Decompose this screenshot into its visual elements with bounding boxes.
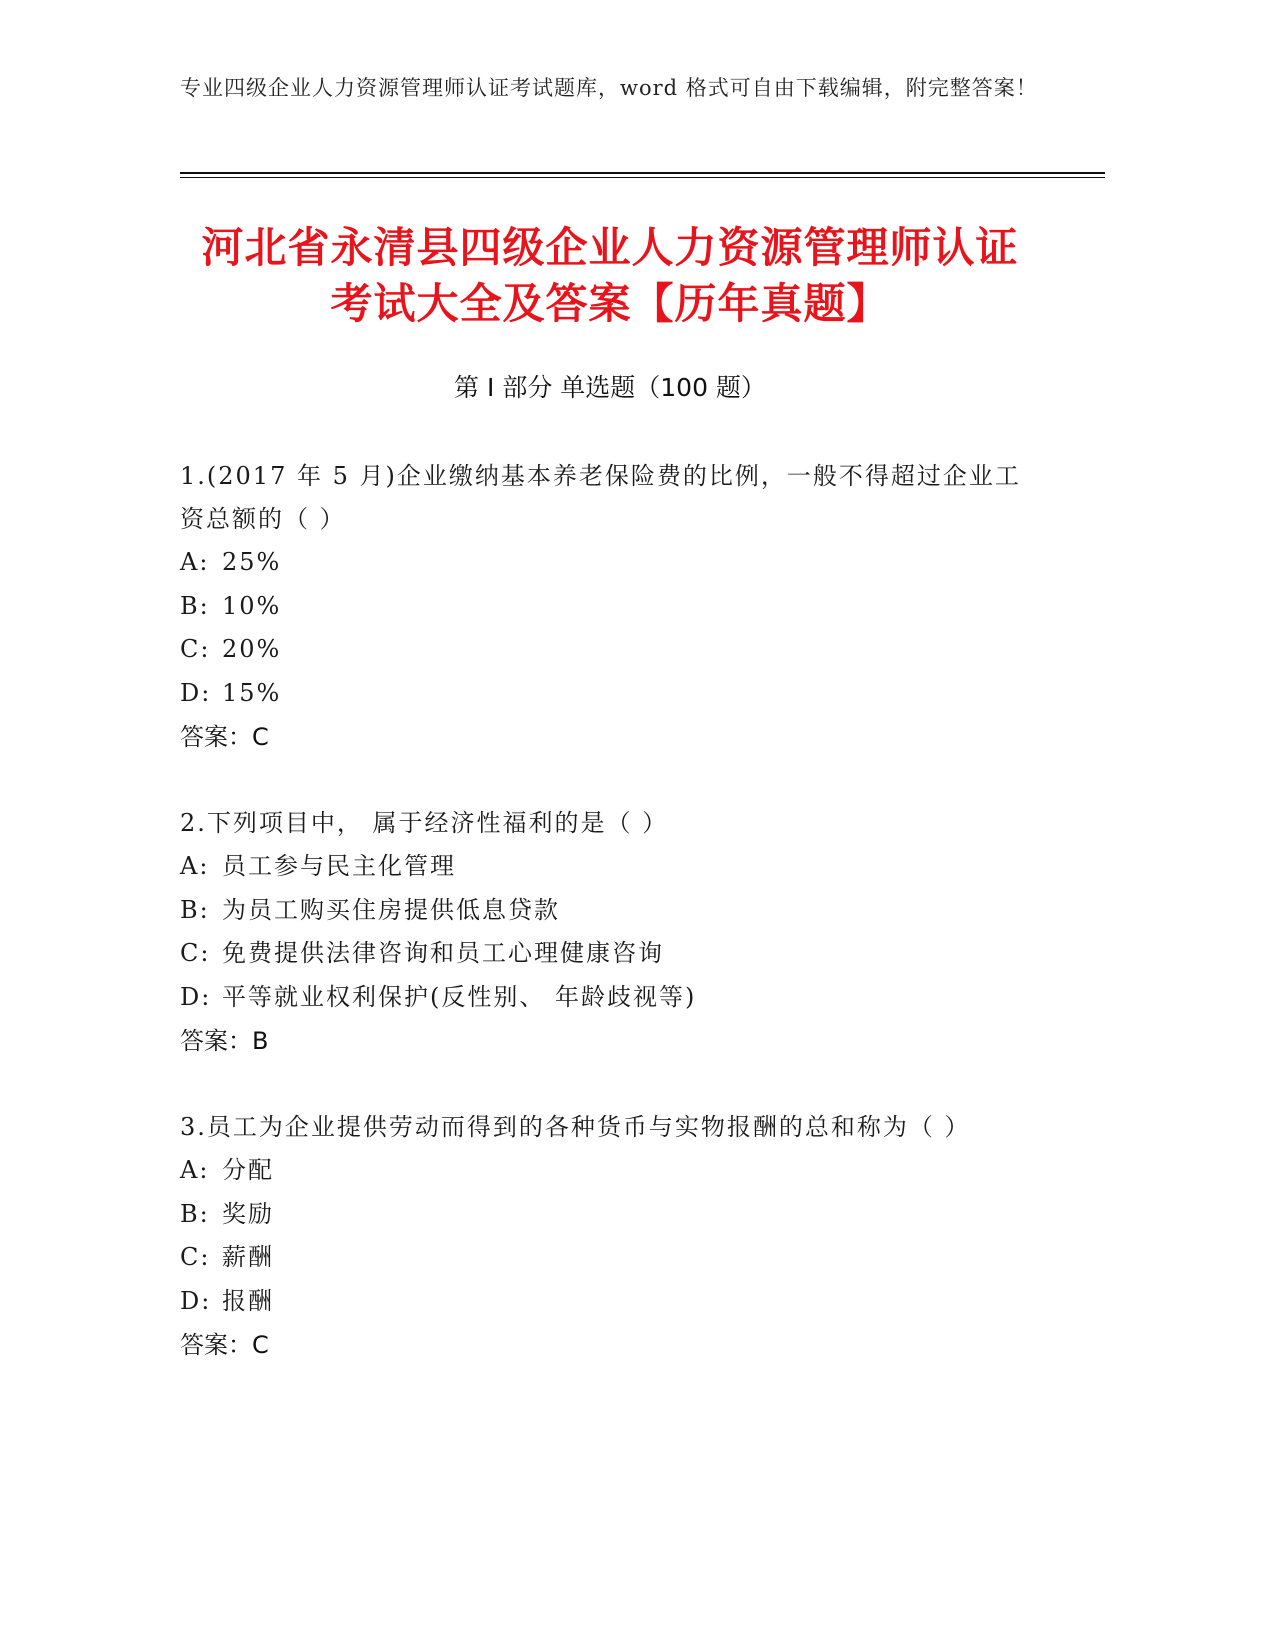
option-a (180, 1149, 1040, 1193)
option-b (180, 889, 1040, 933)
question-stem: 3.员工为企业提供劳动而得到的各种货币与实物报酬的总和称为（ ） (180, 1113, 971, 1141)
document-title-line-1: 河北省永清县四级企业人力资源管理师认证 (201, 223, 1019, 272)
option-text: 薪酬 (222, 1243, 274, 1271)
option-key: B: (180, 1199, 210, 1228)
option-text: 10% (222, 591, 282, 620)
answer-line: 答案：C (180, 723, 269, 751)
question-list (180, 455, 1040, 1410)
option-key: A: (180, 548, 210, 576)
document-title (130, 220, 1090, 332)
option-key: C: (180, 939, 211, 967)
option-c (180, 1236, 1040, 1280)
header-divider-thin (180, 177, 1105, 178)
answer-line: 答案：C (180, 1331, 269, 1359)
option-key: C: (180, 635, 211, 663)
option-d (180, 1280, 1040, 1324)
option-text: 平等就业权利保护(反性别、 年龄歧视等) (222, 982, 697, 1011)
option-text: 25% (222, 548, 282, 576)
option-text: 免费提供法律咨询和员工心理健康咨询 (222, 939, 664, 967)
option-text: 15% (222, 678, 282, 707)
option-key: B: (180, 591, 210, 620)
option-text: 员工参与民主化管理 (222, 852, 456, 880)
question-3 (180, 1106, 1040, 1367)
option-key: D: (180, 1286, 212, 1315)
question-stem: 2.下列项目中， 属于经济性福利的是（ ） (180, 809, 669, 837)
option-b (180, 1193, 1040, 1237)
option-a (180, 541, 1040, 585)
option-text: 奖励 (222, 1199, 274, 1228)
option-text: 报酬 (222, 1286, 274, 1315)
option-key: B: (180, 895, 210, 924)
option-c (180, 628, 1040, 672)
question-1 (180, 455, 1040, 759)
question-2 (180, 802, 1040, 1063)
answer-line: 答案：B (180, 1027, 269, 1055)
question-stem: 1.(2017 年 5 月)企业缴纳基本养老保险费的比例，一般不得超过企业工资总额的（ ） (180, 462, 1021, 533)
section-title: 第 I 部分 单选题（100 题） (454, 373, 766, 402)
option-d (180, 976, 1040, 1020)
option-b (180, 585, 1040, 629)
option-text: 为员工购买住房提供低息贷款 (222, 895, 560, 924)
header-note: 专业四级企业人力资源管理师认证考试题库，word 格式可自由下载编辑，附完整答案！ (180, 76, 1038, 100)
option-key: D: (180, 982, 212, 1011)
option-text: 20% (222, 635, 282, 663)
option-key: D: (180, 678, 212, 707)
option-text: 分配 (222, 1156, 274, 1184)
header-divider-thick (180, 172, 1105, 174)
option-key: A: (180, 852, 210, 880)
option-d (180, 672, 1040, 716)
document-title-line-2: 考试大全及答案【历年真题】 (330, 279, 890, 328)
option-key: A: (180, 1156, 210, 1184)
option-a (180, 845, 1040, 889)
option-c (180, 932, 1040, 976)
option-key: C: (180, 1243, 211, 1271)
